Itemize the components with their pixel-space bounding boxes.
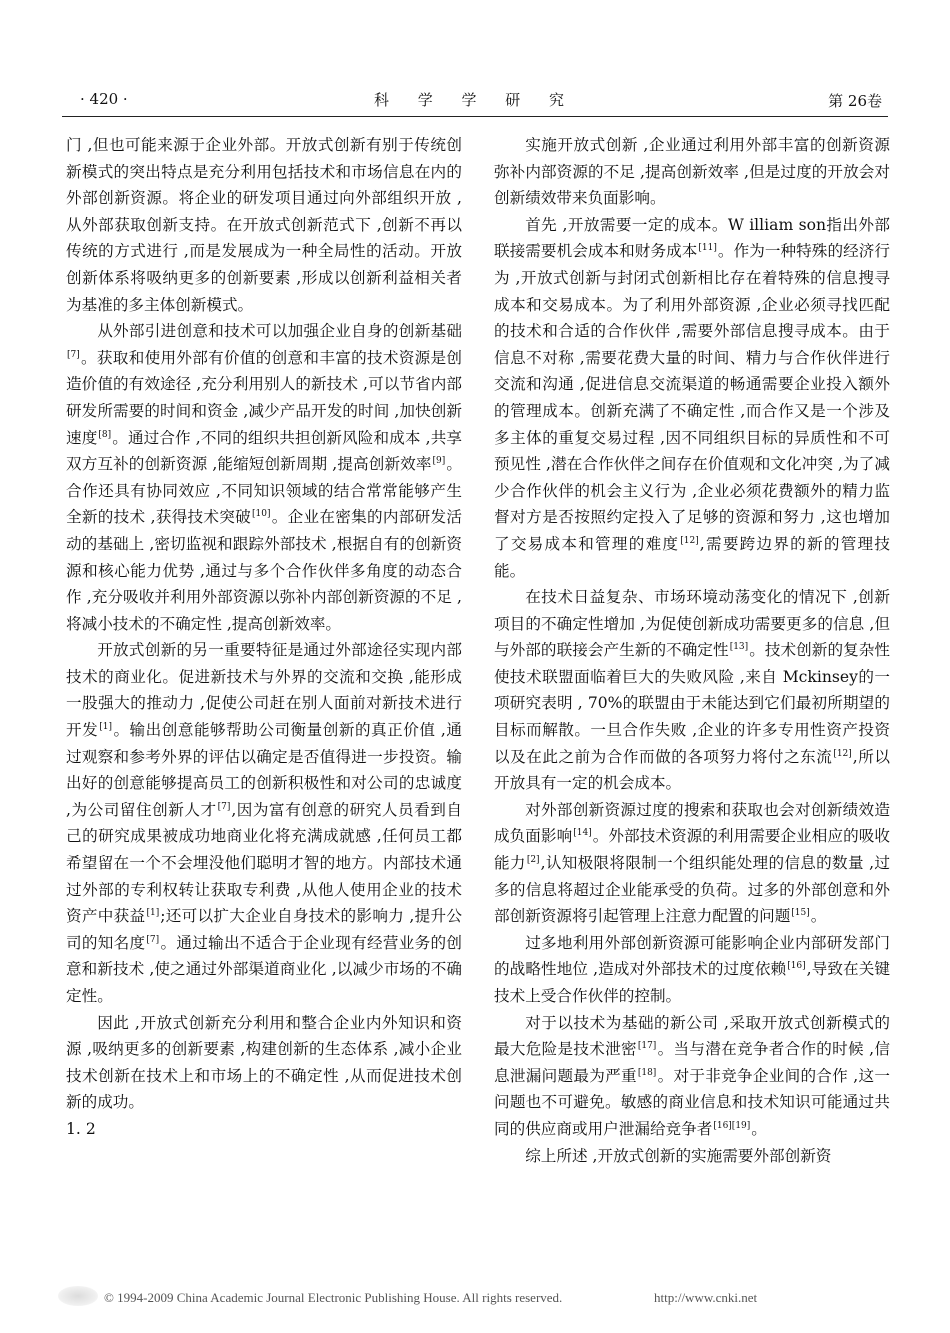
paragraph-text: 。	[751, 1119, 767, 1138]
citation-ref[interactable]: [7]	[67, 349, 80, 360]
citation-ref[interactable]: [1]	[146, 908, 160, 919]
page-number: · 420 ·	[80, 90, 128, 108]
paragraph-text: 。企业在密集的内部研发活动的基础上 ,密切监视和跟踪外部技术 ,根据自有的创新资源和核心能力优势 ,通过与多个合作伙伴多角度的动态合作 ,充分吸收并利用外部资源以弥补内部创新资源的不足 ,将减小技术的不确定性 ,提高创新效率。	[66, 508, 462, 633]
paragraph-text: 从外部引进创意和技术可以加强企业自身的创新基础	[97, 322, 462, 341]
paragraph	[494, 212, 890, 584]
paragraph	[494, 584, 890, 797]
citation-ref[interactable]: [8]	[98, 429, 112, 440]
cnki-logo-icon	[58, 1286, 98, 1306]
volume-label: 第 26卷	[828, 92, 882, 110]
paragraph-text: ,因为富有创意的研究人员看到自己的研究成果被成功地商业化将充满成就感 ,任何员工都希望留在一个不会埋没他们聪明才智的地方。内部技术通过外部的专利权转让获取专利费 ,从他人使用企业的技术资产中获益	[66, 800, 462, 926]
running-header	[62, 88, 888, 117]
paragraph-text: 。	[810, 907, 827, 926]
paragraph-text: 。对于非竞争企业间的合作 ,这一问题也不可避免。敏感的商业信息和技术知识可能通过共同的供应商或用户泄漏给竞争者	[494, 1066, 890, 1138]
paragraph-text: 开放式创新的另一重要特征是通过外部途径实现内部技术的商业化。促进新技术与外界的交流和交换 ,能形成一股强大的推动力 ,促使公司赶在别人面前对新技术进行开发	[66, 641, 462, 740]
paragraph	[66, 1116, 462, 1143]
paragraph-text: 1. 2	[66, 1119, 96, 1138]
paragraph-text: 。通过输出不适合于企业现有经营业务的创意和新技术 ,使之通过外部渠道商业化 ,以减少市场的不确定性。	[66, 933, 462, 1005]
citation-ref[interactable]: [1]	[99, 722, 112, 733]
paragraph-text: 。通过合作 ,不同的组织共担创新风险和成本 ,共享双方互补的创新资源 ,能缩短创新周期 ,提高创新效率	[66, 428, 462, 474]
paragraph-text: 过多地利用外部创新资源可能影响企业内部研发部门的战略性地位 ,造成对外部技术的过度依赖	[494, 933, 890, 979]
paragraph-text: ,认知极限将限制一个组织能处理的信息的数量 ,过多的信息将超过企业能承受的负荷。过多的外部创意和外部创新资源将引起管理上注意力配置的问题	[494, 854, 890, 926]
citation-ref[interactable]: [18]	[637, 1067, 657, 1078]
paragraph	[494, 930, 890, 1010]
paragraph-text: 因此 ,开放式创新充分利用和整合企业内外知识和资源 ,吸纳更多的创新要素 ,构建创新的生态体系 ,减小企业技术创新在技术上和市场上的不确定性 ,从而促进技术创新的成功。	[66, 1013, 462, 1112]
citation-ref[interactable]: [2]	[526, 855, 540, 866]
paragraph	[494, 1010, 890, 1143]
paragraph	[66, 1010, 462, 1116]
paragraph-text: 。获取和使用外部有价值的创意和丰富的技术资源是创造价值的有效途径 ,充分利用别人的新技术 ,可以节省内部研发所需要的时间和资金 ,减少产品开发的时间 ,加快创新速度	[66, 348, 462, 447]
copyright-notice: © 1994-2009 China Academic Journal Electronic Publishing House. All rights reserved.	[104, 1290, 563, 1305]
paragraph-text: 。当与潜在竞争者合作的时候 ,信息泄漏问题最为严重	[494, 1040, 890, 1085]
journal-title: 科 学 学 研 究	[373, 91, 577, 109]
citation-ref[interactable]: [11]	[698, 243, 717, 254]
paragraph	[66, 132, 462, 318]
citation-ref[interactable]: [7]	[217, 801, 231, 812]
paragraph-text: ,需要跨边界的新的管理技能。	[494, 534, 890, 580]
paragraph-text: 首先 ,开放需要一定的成本。W illiam son指出外部联接需要机会成本和财务成本	[494, 215, 890, 261]
citation-ref[interactable]: [15]	[791, 908, 810, 919]
paragraph	[494, 1143, 890, 1170]
footer-url[interactable]: http://www.cnki.net	[654, 1290, 758, 1305]
paragraph	[66, 637, 462, 1009]
citation-ref[interactable]: [9]	[432, 456, 446, 467]
paragraph-text: ,导致在关键技术上受合作伙伴的控制。	[494, 960, 890, 1005]
paragraph-text: 。作为一种特殊的经济行为 ,开放式创新与封闭式创新相比存在着特殊的信息搜寻成本和交易成本。为了利用外部资源 ,企业必须寻找匹配的技术和合适的合作伙伴 ,需要外部信息搜寻成本。由于信息不对称 ,需要花费大量的时间、精力与合作伙伴进行交流和沟通 ,促进信息交流渠道的畅通需要企业投入额外的管理成本。创新充满了不确定性 ,而合作又是一个涉及多主体的重复交易过程 ,因不同组织目标的异质性和不可预见性 ,潜在合作伙伴之间存在价值观和文化冲突 ,为了减少合作伙伴的机会主义行为 ,企业必须花费额外的精力监督对方是否按照约定投入了足够的资源和努力 ,这也增加了交易成本和管理的难度	[494, 242, 890, 553]
paragraph-text: 。外部技术资源的利用需要企业相应的吸收能力	[494, 827, 890, 873]
paragraph-text: 。输出创意能够帮助公司衡量创新的真正价值 ,通过观察和参考外界的评估以确定是否值得进一步投资。输出好的创意能够提高员工的创新积极性和对公司的忠诚度 ,为公司留住创新人才	[66, 721, 462, 819]
paragraph	[66, 318, 462, 637]
right-text-column	[494, 132, 890, 1169]
paragraph-text: 。技术创新的复杂性使技术联盟面临着巨大的失败风险 ,来自 Mckinsey的一项研究表明 , 70%的联盟由于未能达到它们最初所期望的目标而解散。一旦合作失败 ,企业的许多专用性资产投资以及在此之前为合作而做的各项努力将付之东流	[494, 641, 890, 766]
citation-ref[interactable]: [7]	[146, 934, 160, 945]
citation-ref[interactable]: [12]	[680, 535, 699, 546]
citation-ref[interactable]: [12]	[833, 748, 852, 759]
paragraph-text: 门 ,但也可能来源于企业外部。开放式创新有别于传统创新模式的突出特点是充分利用包括技术和市场信息在内的外部创新资源。将企业的研发项目通过向外部组织开放 ,从外部获取创新支持。在开放式创新范式下 ,创新不再以传统的方式进行 ,而是发展成为一种全局性的活动。开放创新体系将吸纳更多的创新要素 ,形成以创新利益相关者为基准的多主体创新模式。	[66, 136, 462, 314]
paragraph	[494, 132, 890, 212]
paragraph-text: 。合作还具有协同效应 ,不同知识领域的结合常常能够产生全新的技术 ,获得技术突破	[66, 455, 462, 527]
citation-ref[interactable]: [16]	[787, 961, 806, 972]
citation-ref[interactable]: [17]	[637, 1041, 657, 1052]
paragraph-text: 在技术日益复杂、市场环境动荡变化的情况下 ,创新项目的不确定性增加 ,为促使创新成功需要更多的信息 ,但与外部的联接会产生新的不确定性	[494, 588, 890, 660]
left-text-column	[66, 132, 462, 1143]
paragraph-text: 对于以技术为基础的新公司 ,采取开放式创新模式的最大危险是技术泄密	[494, 1013, 890, 1059]
citation-ref[interactable]: [13]	[729, 642, 749, 653]
paragraph	[494, 797, 890, 930]
citation-ref[interactable]: [14]	[573, 828, 592, 839]
paragraph-text: ;还可以扩大企业自身技术的影响力 ,提升公司的知名度	[66, 907, 462, 952]
paragraph-text: ,所以开放具有一定的机会成本。	[494, 747, 890, 793]
paragraph-text: 实施开放式创新 ,企业通过利用外部丰富的创新资源弥补内部资源的不足 ,提高创新效率 ,但是过度的开放会对创新绩效带来负面影响。	[494, 136, 890, 208]
paragraph-text: 对外部创新资源过度的搜索和获取也会对创新绩效造成负面影响	[494, 800, 890, 846]
paragraph-text: 综上所述 ,开放式创新的实施需要外部创新资	[525, 1146, 832, 1165]
page-footer	[0, 1290, 950, 1312]
citation-ref[interactable]: [16][19]	[713, 1120, 751, 1131]
citation-ref[interactable]: [10]	[252, 509, 271, 520]
